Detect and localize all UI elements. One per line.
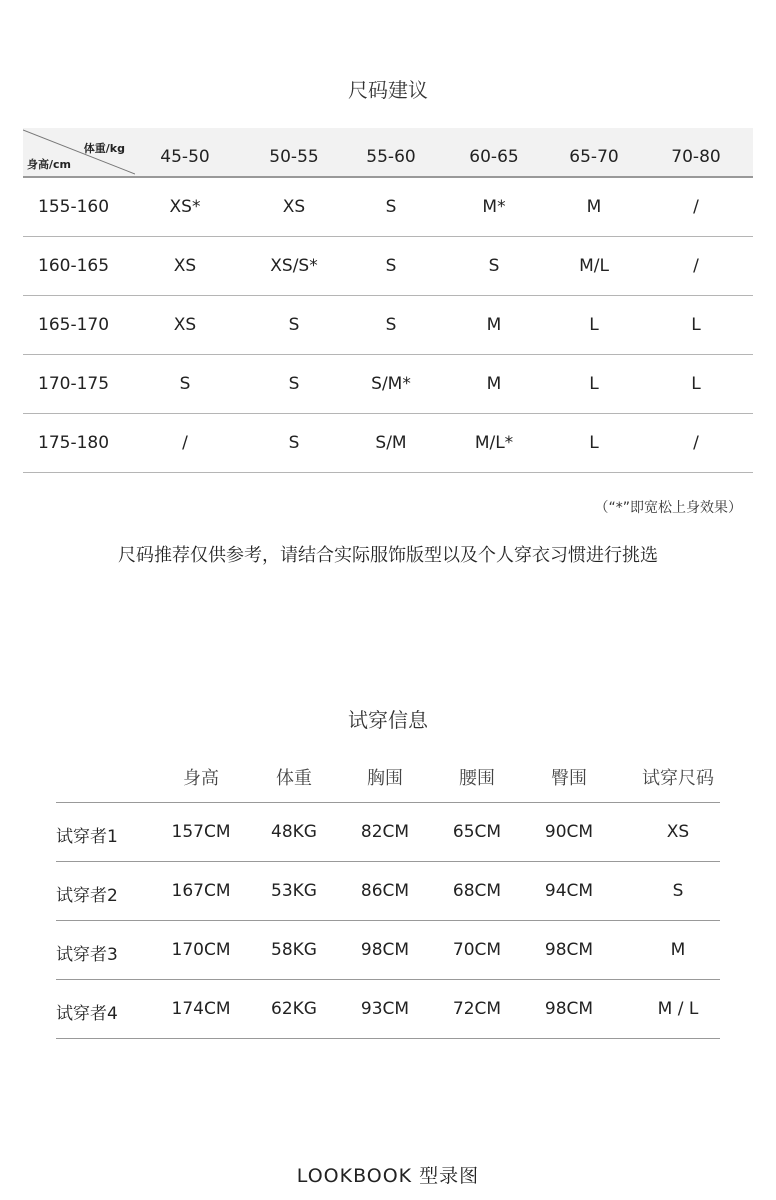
size-cell: L	[589, 433, 599, 453]
height-axis-label: 身高/cm	[27, 158, 71, 171]
fitting-cell: 93CM	[360, 999, 410, 1019]
size-cell: S	[288, 374, 300, 394]
fitting-cell: XS	[666, 822, 690, 842]
fitting-cell: 62KG	[271, 999, 317, 1019]
fitting-table-row	[56, 921, 720, 980]
fitting-column-header: 腰围	[459, 768, 495, 789]
weight-column-header: 60-65	[469, 147, 519, 167]
size-cell: M/L	[579, 256, 609, 276]
weight-column-header: 55-60	[366, 147, 416, 167]
weight-column-header: 65-70	[569, 147, 619, 167]
lookbook-heading: LOOKBOOK 型录图	[296, 1165, 480, 1187]
size-cell: /	[182, 433, 188, 453]
fitting-column-header: 胸围	[367, 768, 403, 789]
size-cell: L	[589, 315, 599, 335]
fitting-table-row	[56, 862, 720, 921]
fitting-cell: 65CM	[452, 822, 502, 842]
size-cell: M	[486, 315, 502, 335]
height-range-label: 170-175	[38, 374, 110, 394]
height-range-label: 160-165	[38, 256, 110, 276]
size-cell: XS	[282, 197, 306, 217]
height-range-label: 155-160	[38, 197, 110, 217]
size-disclaimer: 尺码推荐仅供参考，请结合实际服饰版型以及个人穿衣习惯进行挑选	[118, 545, 658, 566]
fitting-cell: 70CM	[452, 940, 502, 960]
size-cell: M	[486, 374, 502, 394]
fitting-cell: 68CM	[452, 881, 502, 901]
size-cell: XS/S*	[270, 256, 318, 276]
size-cell: M*	[482, 197, 506, 217]
fitting-cell: 157CM	[171, 822, 231, 842]
fitting-cell: 98CM	[544, 940, 594, 960]
height-range-label: 175-180	[38, 433, 110, 453]
loose-fit-note: （“*”即宽松上身效果）	[594, 500, 742, 516]
fitting-table-header	[56, 760, 720, 803]
size-table-row	[23, 355, 753, 414]
weight-axis-label: 体重/kg	[83, 142, 125, 155]
model-label: 试穿者4	[56, 1004, 118, 1024]
size-table-corner	[23, 128, 135, 176]
size-cell: M/L*	[474, 433, 514, 453]
size-cell: /	[693, 197, 699, 217]
fitting-cell: M / L	[657, 999, 699, 1019]
weight-column-header: 50-55	[269, 147, 319, 167]
height-range-label: 165-170	[38, 315, 110, 335]
weight-column-header: 70-80	[671, 147, 721, 167]
size-cell: /	[693, 256, 699, 276]
size-table-row	[23, 414, 753, 473]
fitting-column-header: 臀围	[551, 768, 587, 789]
size-cell: S/M*	[371, 374, 411, 394]
fitting-cell: 58KG	[271, 940, 317, 960]
fitting-cell: 82CM	[360, 822, 410, 842]
fitting-cell: 90CM	[544, 822, 594, 842]
fitting-cell: M	[670, 940, 686, 960]
fitting-info-title: 试穿信息	[348, 708, 428, 732]
size-cell: S	[488, 256, 500, 276]
fitting-column-header: 试穿尺码	[642, 768, 714, 789]
size-table-row	[23, 296, 753, 355]
size-cell: XS	[173, 315, 197, 335]
size-cell: M	[586, 197, 602, 217]
size-cell: S	[179, 374, 191, 394]
size-cell: S	[288, 433, 300, 453]
fitting-cell: 94CM	[544, 881, 594, 901]
fitting-cell: 48KG	[271, 822, 317, 842]
size-cell: L	[589, 374, 599, 394]
size-cell: S	[288, 315, 300, 335]
size-table	[23, 128, 753, 473]
fitting-column-header: 体重	[276, 768, 312, 789]
fitting-column-header: 身高	[183, 768, 219, 789]
fitting-cell: 98CM	[360, 940, 410, 960]
model-label: 试穿者3	[56, 945, 118, 965]
fitting-table-row	[56, 980, 720, 1039]
model-label: 试穿者1	[56, 827, 118, 847]
size-cell: S	[385, 256, 397, 276]
size-cell: /	[693, 433, 699, 453]
size-cell: XS*	[169, 197, 201, 217]
size-recommendation-title: 尺码建议	[348, 78, 428, 102]
size-cell: L	[691, 315, 701, 335]
size-table-row	[23, 178, 753, 237]
size-table-header	[23, 128, 753, 178]
fitting-cell: 53KG	[271, 881, 317, 901]
fitting-cell: 170CM	[171, 940, 231, 960]
size-cell: XS	[173, 256, 197, 276]
size-cell: S	[385, 315, 397, 335]
fitting-cell: 98CM	[544, 999, 594, 1019]
size-cell: L	[691, 374, 701, 394]
fitting-cell: 86CM	[360, 881, 410, 901]
model-label: 试穿者2	[56, 886, 118, 906]
fitting-cell: S	[672, 881, 684, 901]
fitting-cell: 167CM	[171, 881, 231, 901]
fitting-table	[56, 760, 720, 1039]
fitting-cell: 174CM	[171, 999, 231, 1019]
weight-column-header: 45-50	[160, 147, 210, 167]
size-table-row	[23, 237, 753, 296]
fitting-table-row	[56, 803, 720, 862]
size-cell: S	[385, 197, 397, 217]
size-cell: S/M	[375, 433, 407, 453]
fitting-cell: 72CM	[452, 999, 502, 1019]
